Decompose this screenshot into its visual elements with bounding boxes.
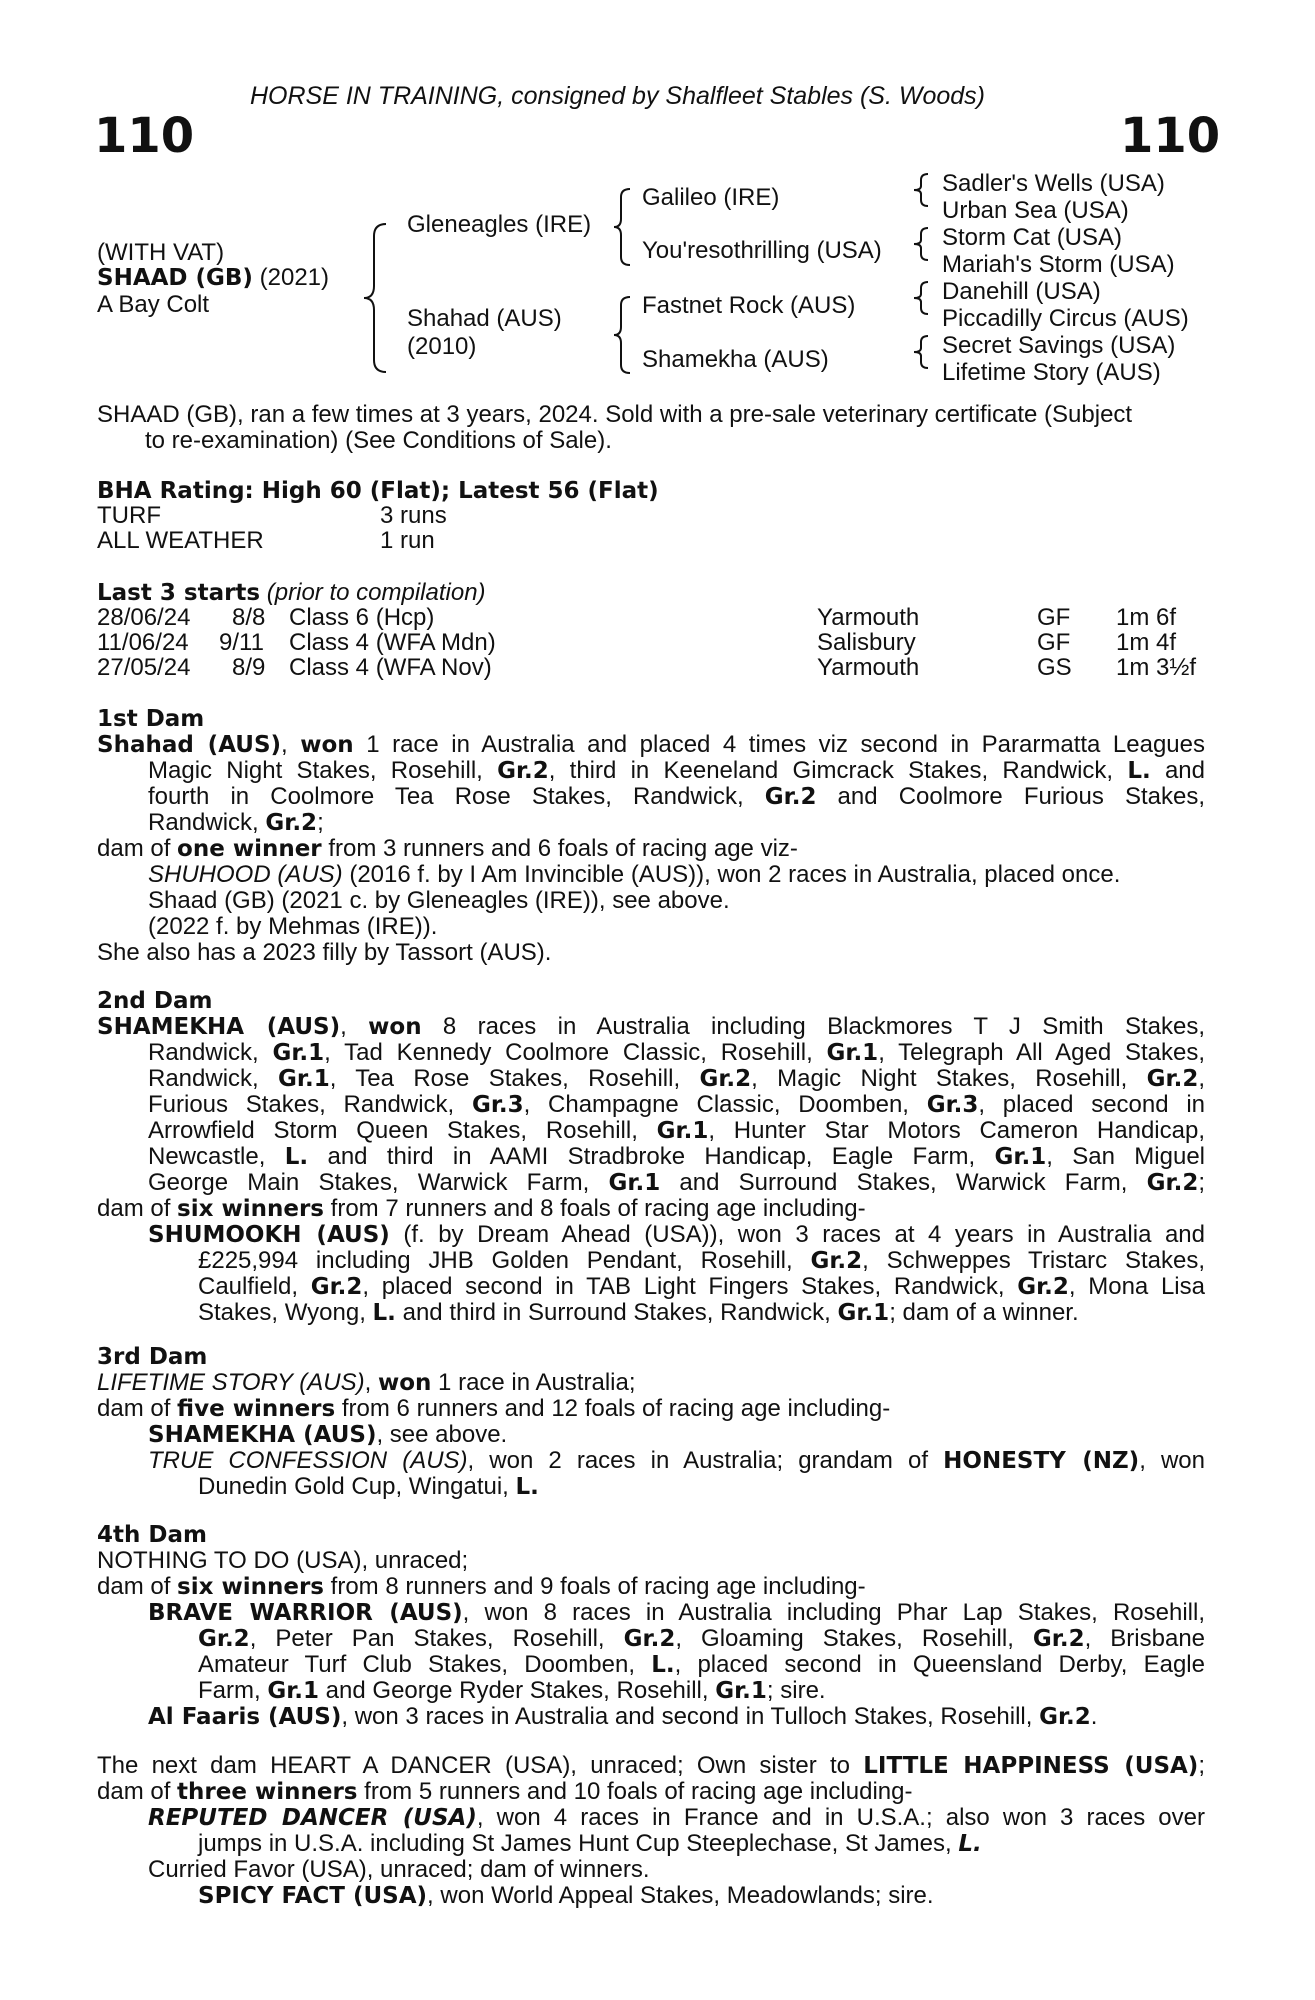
progeny-line: jumps in U.S.A. including St James Hunt Cup Steeplechase, St James, L. bbox=[198, 1830, 982, 1857]
dam-line: dam of six winners from 8 runners and 9 foals of racing age including- bbox=[97, 1573, 866, 1600]
dam-line: Newcastle, L. and third in AAMI Stradbroke Handicap, Eagle Farm, Gr.1, San Miguel bbox=[148, 1143, 1205, 1170]
start-date: 28/06/24 bbox=[97, 604, 191, 631]
dam-line: dam of five winners from 6 runners and 12 foals of racing age including- bbox=[97, 1395, 891, 1422]
progeny-line: SHAMEKHA (AUS), see above. bbox=[148, 1421, 508, 1448]
pedigree-brace-7 bbox=[912, 334, 932, 370]
dam-line: NOTHING TO DO (USA), unraced; bbox=[97, 1547, 469, 1574]
progeny-line: Al Faaris (AUS), won 3 races in Australia and second in Tulloch Stakes, Rosehill, Gr.2. bbox=[148, 1703, 1098, 1730]
rating-surface-aw: ALL WEATHER bbox=[97, 527, 264, 554]
pedigree-ggen-6: Piccadilly Circus (AUS) bbox=[942, 305, 1189, 332]
progeny-line: Stakes, Wyong, L. and third in Surround Stakes, Randwick, Gr.1; dam of a winner. bbox=[198, 1299, 1079, 1326]
start-course: Yarmouth bbox=[817, 654, 920, 681]
start-position: 8/8 bbox=[232, 604, 266, 631]
dam-line: The next dam HEART A DANCER (USA), unraced; Own sister to LITTLE HAPPINESS (USA); bbox=[97, 1752, 1205, 1779]
start-going: GS bbox=[1037, 654, 1072, 681]
progeny-line: TRUE CONFESSION (AUS), won 2 races in Australia; grandam of HONESTY (NZ), won bbox=[148, 1447, 1205, 1474]
fourth-dam-section bbox=[97, 1522, 1205, 1730]
dam-line: Arrowfield Storm Queen Stakes, Rosehill, Gr.1, Hunter Star Motors Cameron Handicap, bbox=[148, 1117, 1205, 1144]
progeny-line: Farm, Gr.1 and George Ryder Stakes, Rosehill, Gr.1; sire. bbox=[198, 1677, 826, 1704]
pedigree-brace-4 bbox=[912, 172, 932, 208]
start-race: Class 4 (WFA Mdn) bbox=[289, 629, 496, 656]
horse-year: (2021) bbox=[259, 264, 329, 291]
first-dam-section bbox=[97, 706, 1205, 966]
start-row bbox=[0, 605, 1315, 631]
progeny-line: £225,994 including JHB Golden Pendant, Rosehill, Gr.2, Schweppes Tristarc Stakes, bbox=[198, 1247, 1205, 1274]
dam-line: George Main Stakes, Warwick Farm, Gr.1 and Surround Stakes, Warwick Farm, Gr.2; bbox=[148, 1169, 1206, 1196]
start-race: Class 6 (Hcp) bbox=[289, 604, 435, 631]
progeny-line: Shaad (GB) (2021 c. by Gleneagles (IRE)), see above. bbox=[148, 887, 730, 914]
pedigree-sire-sire: Galileo (IRE) bbox=[642, 184, 780, 211]
dam-line: fourth in Coolmore Tea Rose Stakes, Randwick, Gr.2 and Coolmore Furious Stakes, bbox=[148, 783, 1205, 810]
progeny-line: SPICY FACT (USA), won World Appeal Stakes, Meadowlands; sire. bbox=[198, 1882, 934, 1909]
pedigree-ggen-7: Secret Savings (USA) bbox=[942, 332, 1176, 359]
pedigree-dam-sire: Fastnet Rock (AUS) bbox=[642, 292, 856, 319]
lot-number-left: 110 bbox=[94, 108, 195, 164]
pedigree-sire-dam: You'resothrilling (USA) bbox=[642, 237, 882, 264]
starts-heading bbox=[97, 580, 486, 606]
consignment-header: HORSE IN TRAINING, consigned by Shalfleet Stables (S. Woods) bbox=[250, 82, 985, 110]
start-position: 8/9 bbox=[232, 654, 266, 681]
pedigree-dam: Shahad (AUS) bbox=[407, 305, 562, 332]
starts-title: Last 3 starts bbox=[97, 580, 261, 606]
pedigree-brace-3 bbox=[612, 295, 634, 375]
pedigree-ggen-5: Danehill (USA) bbox=[942, 278, 1101, 305]
pedigree-brace-6 bbox=[912, 280, 932, 316]
section-heading: 1st Dam bbox=[97, 706, 205, 732]
start-distance: 1m 3½f bbox=[1116, 654, 1197, 681]
pedigree-brace-5 bbox=[912, 226, 932, 262]
third-dam-section bbox=[97, 1344, 1205, 1500]
dam-line: Randwick, Gr.1, Tea Rose Stakes, Rosehill, Gr.2, Magic Night Stakes, Rosehill, Gr.2, bbox=[148, 1065, 1206, 1092]
start-position: 9/11 bbox=[219, 629, 264, 656]
start-distance: 1m 4f bbox=[1116, 629, 1177, 656]
dam-line: Magic Night Stakes, Rosehill, Gr.2, third in Keeneland Gimcrack Stakes, Randwick, L. and bbox=[148, 757, 1205, 784]
dam-line: She also has a 2023 filly by Tassort (AUS). bbox=[97, 939, 552, 966]
section-heading: 2nd Dam bbox=[97, 988, 213, 1014]
pedigree-ggen-1: Sadler's Wells (USA) bbox=[942, 170, 1165, 197]
starts-note: (prior to compilation) bbox=[266, 579, 486, 606]
pedigree-ggen-4: Mariah's Storm (USA) bbox=[942, 251, 1175, 278]
start-date: 27/05/24 bbox=[97, 654, 191, 681]
start-going: GF bbox=[1037, 629, 1071, 656]
start-distance: 1m 6f bbox=[1116, 604, 1177, 631]
rating-runs-turf: 3 runs bbox=[380, 502, 447, 529]
dam-line: dam of three winners from 5 runners and 10 foals of racing age including- bbox=[97, 1778, 913, 1805]
progeny-line: Dunedin Gold Cup, Wingatui, L. bbox=[198, 1473, 539, 1500]
progeny-line: Caulfield, Gr.2, placed second in TAB Light Fingers Stakes, Randwick, Gr.2, Mona Lisa bbox=[198, 1273, 1205, 1300]
pedigree-brace-1 bbox=[362, 222, 392, 374]
start-row bbox=[0, 655, 1315, 681]
pedigree-sire: Gleneagles (IRE) bbox=[407, 211, 592, 238]
horse-description: A Bay Colt bbox=[97, 291, 210, 318]
progeny-line: (2022 f. by Mehmas (IRE)). bbox=[148, 913, 438, 940]
section-heading: 3rd Dam bbox=[97, 1344, 208, 1370]
start-course: Salisbury bbox=[817, 629, 916, 656]
start-going: GF bbox=[1037, 604, 1071, 631]
horse-title bbox=[97, 265, 329, 291]
progeny-line: Gr.2, Peter Pan Stakes, Rosehill, Gr.2, Gloaming Stakes, Rosehill, Gr.2, Brisbane bbox=[198, 1625, 1206, 1652]
start-race: Class 4 (WFA Nov) bbox=[289, 654, 492, 681]
dam-line: LIFETIME STORY (AUS), won 1 race in Australia; bbox=[97, 1369, 636, 1396]
pedigree-ggen-2: Urban Sea (USA) bbox=[942, 197, 1129, 224]
pedigree-brace-2 bbox=[612, 187, 634, 267]
rating-runs-aw: 1 run bbox=[380, 527, 435, 554]
dam-line: Furious Stakes, Randwick, Gr.3, Champagne Classic, Doomben, Gr.3, placed second in bbox=[148, 1091, 1205, 1118]
vat-note: (WITH VAT) bbox=[97, 239, 225, 266]
pedigree-dam-dam: Shamekha (AUS) bbox=[642, 346, 829, 373]
summary-line-1: SHAAD (GB), ran a few times at 3 years, 2024. Sold with a pre-sale veterinary certificate (Subject bbox=[97, 401, 1133, 428]
next-dam-section bbox=[97, 1753, 1205, 1909]
start-date: 11/06/24 bbox=[97, 629, 189, 656]
pedigree-ggen-8: Lifetime Story (AUS) bbox=[942, 359, 1161, 386]
progeny-line: SHUHOOD (AUS) (2016 f. by I Am Invincible (AUS)), won 2 races in Australia, placed once. bbox=[148, 861, 1121, 888]
lot-number-right: 110 bbox=[1120, 108, 1221, 164]
dam-line: Shahad (AUS), won 1 race in Australia and placed 4 times viz second in Pararmatta Leagues bbox=[97, 731, 1205, 758]
horse-name: SHAAD (GB) bbox=[97, 265, 253, 291]
summary-line-2: to re-examination) (See Conditions of Sale). bbox=[145, 427, 612, 454]
rating-surface-turf: TURF bbox=[97, 502, 161, 529]
dam-line: Randwick, Gr.2; bbox=[148, 809, 324, 836]
dam-line: dam of six winners from 7 runners and 8 foals of racing age including- bbox=[97, 1195, 866, 1222]
progeny-line: Curried Favor (USA), unraced; dam of winners. bbox=[148, 1856, 650, 1883]
progeny-line: Amateur Turf Club Stakes, Doomben, L., placed second in Queensland Derby, Eagle bbox=[198, 1651, 1205, 1678]
pedigree-ggen-3: Storm Cat (USA) bbox=[942, 224, 1123, 251]
section-heading: 4th Dam bbox=[97, 1522, 207, 1548]
dam-line: Randwick, Gr.1, Tad Kennedy Coolmore Classic, Rosehill, Gr.1, Telegraph All Aged Stakes, bbox=[148, 1039, 1205, 1066]
dam-line: dam of one winner from 3 runners and 6 foals of racing age viz- bbox=[97, 835, 798, 862]
dam-line: SHAMEKHA (AUS), won 8 races in Australia including Blackmores T J Smith Stakes, bbox=[97, 1013, 1205, 1040]
start-course: Yarmouth bbox=[817, 604, 920, 631]
start-row bbox=[0, 630, 1315, 656]
second-dam-section bbox=[97, 988, 1205, 1326]
progeny-line: BRAVE WARRIOR (AUS), won 8 races in Australia including Phar Lap Stakes, Rosehill, bbox=[148, 1599, 1205, 1626]
progeny-line: REPUTED DANCER (USA), won 4 races in France and in U.S.A.; also won 3 races over bbox=[148, 1804, 1205, 1831]
pedigree-dam-year: (2010) bbox=[407, 333, 477, 360]
progeny-line: SHUMOOKH (AUS) (f. by Dream Ahead (USA)), won 3 races at 4 years in Australia and bbox=[148, 1221, 1205, 1248]
rating-title: BHA Rating: High 60 (Flat); Latest 56 (Flat) bbox=[97, 478, 659, 504]
